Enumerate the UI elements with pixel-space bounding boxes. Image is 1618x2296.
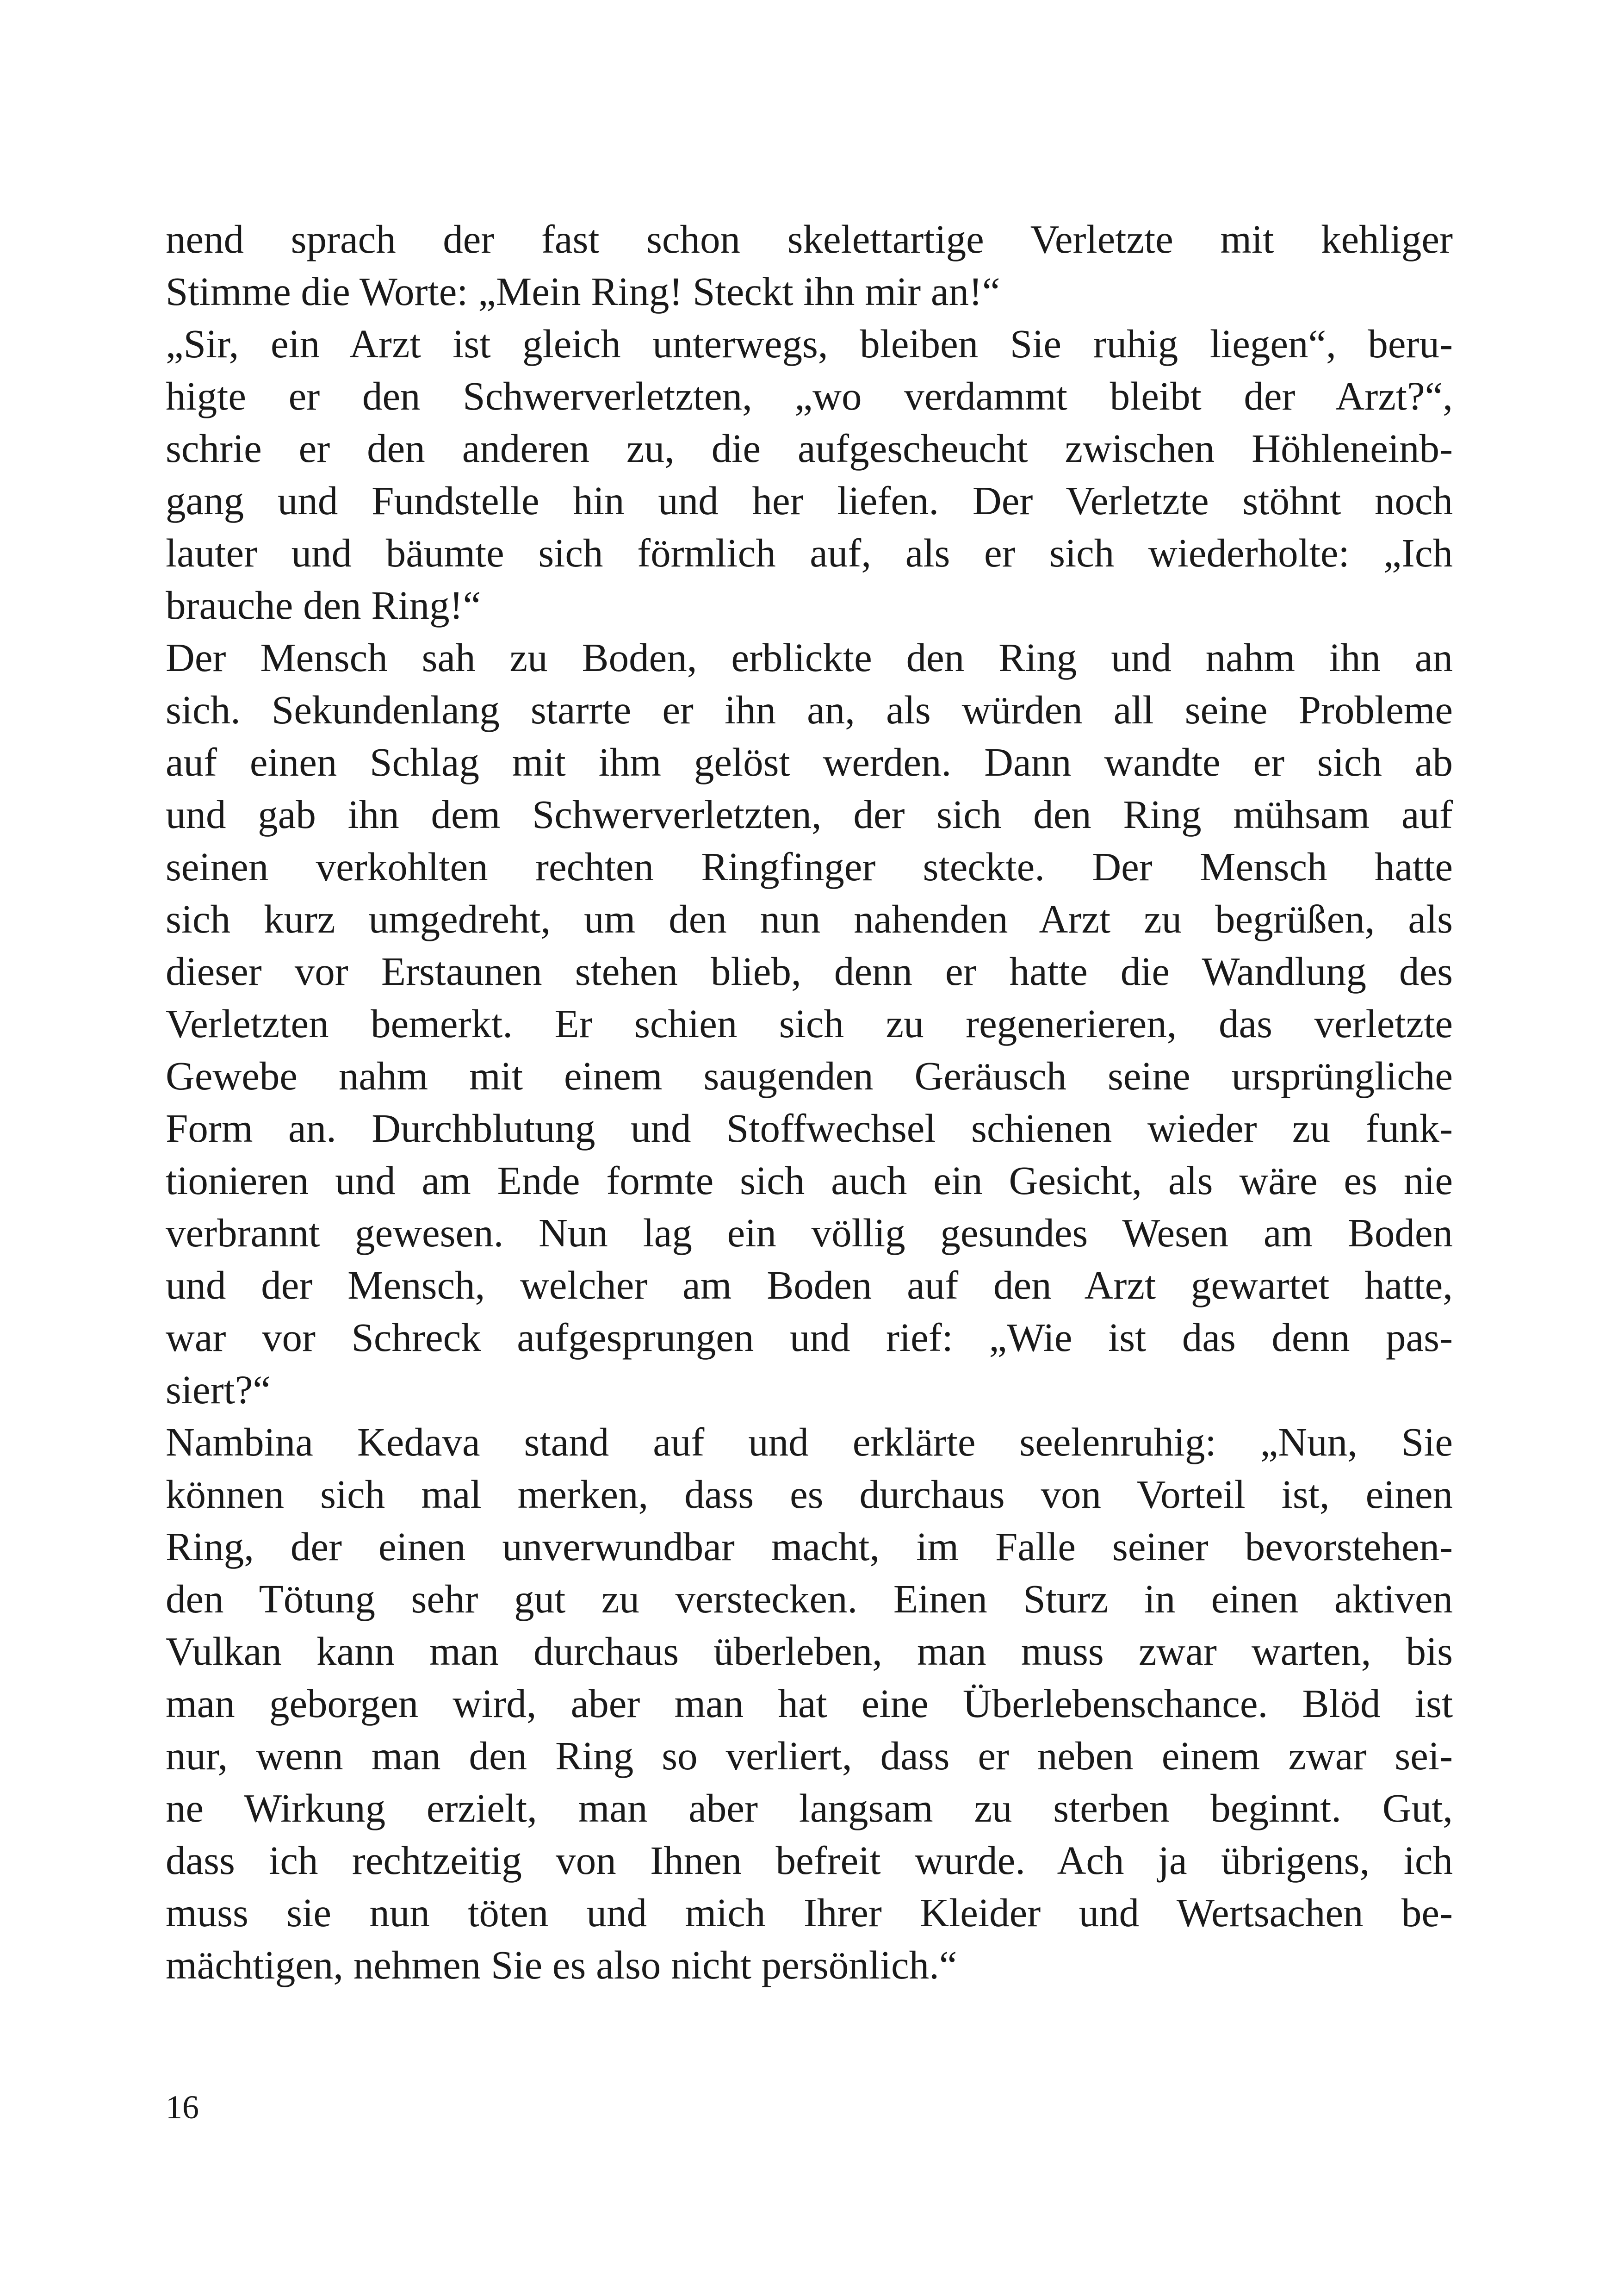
text-line: dieser vor Erstaunen stehen blieb, denn er hatte die Wandlung des: [166, 949, 1453, 994]
text-line: lauter und bäumte sich förmlich auf, als er sich wiederholte: „Ich: [166, 530, 1453, 575]
paragraph: [166, 213, 1453, 317]
body-text: [166, 213, 1453, 1991]
text-line: Nambina Kedava stand auf und erklärte seelenruhig: „Nun, Sie: [166, 1419, 1453, 1464]
text-line: brauche den Ring!“: [166, 583, 481, 628]
text-line: und der Mensch, welcher am Boden auf den Arzt gewartet hatte,: [166, 1263, 1453, 1307]
text-line: sich. Sekundenlang starrte er ihn an, als würden all seine Probleme: [166, 687, 1453, 732]
text-line: higte er den Schwerverletzten, „wo verdammt bleibt der Arzt?“,: [166, 373, 1453, 418]
text-line: man geborgen wird, aber man hat eine Überlebenschance. Blöd ist: [166, 1681, 1453, 1726]
text-line: und gab ihn dem Schwerverletzten, der sich den Ring mühsam auf: [166, 792, 1453, 837]
text-line: nend sprach der fast schon skelettartige Verletzte mit kehliger: [166, 217, 1453, 261]
text-line: Form an. Durchblutung und Stoffwechsel schienen wieder zu funk-: [166, 1106, 1453, 1151]
text-line: auf einen Schlag mit ihm gelöst werden. Dann wandte er sich ab: [166, 740, 1453, 784]
text-line: Gewebe nahm mit einem saugenden Geräusch seine ursprüngliche: [166, 1053, 1453, 1098]
text-line: Ring, der einen unverwundbar macht, im Falle seiner bevorstehen-: [166, 1524, 1453, 1569]
text-line: war vor Schreck aufgesprungen und rief: „Wie ist das denn pas-: [166, 1315, 1453, 1360]
paragraph: [166, 317, 1453, 631]
text-line: ne Wirkung erzielt, man aber langsam zu sterben beginnt. Gut,: [166, 1786, 1453, 1830]
text-line: sich kurz umgedreht, um den nun nahenden Arzt zu begrüßen, als: [166, 896, 1453, 941]
text-line: tionieren und am Ende formte sich auch ein Gesicht, als wäre es nie: [166, 1158, 1453, 1203]
text-line: muss sie nun töten und mich Ihrer Kleider und Wertsachen be-: [166, 1890, 1453, 1935]
text-line: mächtigen, nehmen Sie es also nicht persönlich.“: [166, 1942, 957, 1987]
text-line: seinen verkohlten rechten Ringfinger steckte. Der Mensch hatte: [166, 844, 1453, 889]
text-line: dass ich rechtzeitig von Ihnen befreit wurde. Ach ja übrigens, ich: [166, 1838, 1453, 1883]
text-line: schrie er den anderen zu, die aufgescheucht zwischen Höhleneinb-: [166, 426, 1453, 471]
text-line: gang und Fundstelle hin und her liefen. Der Verletzte stöhnt noch: [166, 478, 1453, 523]
text-line: Der Mensch sah zu Boden, erblickte den Ring und nahm ihn an: [166, 635, 1453, 680]
text-line: Vulkan kann man durchaus überleben, man muss zwar warten, bis: [166, 1629, 1453, 1674]
text-line: siert?“: [166, 1367, 271, 1412]
text-line: verbrannt gewesen. Nun lag ein völlig gesundes Wesen am Boden: [166, 1210, 1453, 1255]
paragraph: [166, 1416, 1453, 1991]
page-number: 16: [166, 2089, 199, 2126]
paragraph: [166, 631, 1453, 1416]
text-line: den Tötung sehr gut zu verstecken. Einen Sturz in einen aktiven: [166, 1576, 1453, 1621]
text-line: nur, wenn man den Ring so verliert, dass er neben einem zwar sei-: [166, 1733, 1453, 1778]
text-line: Stimme die Worte: „Mein Ring! Steckt ihn mir an!“: [166, 269, 1000, 314]
text-line: Verletzten bemerkt. Er schien sich zu regenerieren, das verletzte: [166, 1001, 1453, 1046]
text-line: „Sir, ein Arzt ist gleich unterwegs, bleiben Sie ruhig liegen“, beru-: [166, 321, 1453, 366]
text-line: können sich mal merken, dass es durchaus von Vorteil ist, einen: [166, 1472, 1453, 1517]
